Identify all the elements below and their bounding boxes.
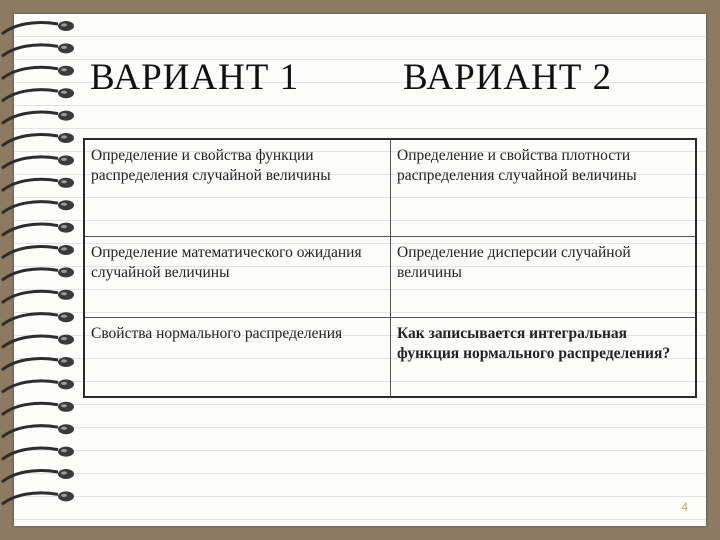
spiral-ring-icon	[2, 223, 74, 236]
table-row	[84, 237, 696, 318]
spiral-ring-icon	[2, 469, 74, 482]
variant-1-question-3: Свойства нормального распределения	[84, 318, 391, 398]
spiral-ring-icon	[2, 491, 74, 504]
spiral-ring-icon	[2, 267, 74, 280]
questions-table	[83, 138, 697, 398]
spiral-ring-icon	[2, 379, 74, 392]
table-row	[84, 139, 696, 237]
variant-1-title: ВАРИАНТ 1	[90, 57, 300, 98]
variant-2-question-1: Определение и свойства плотности распределения случайной величины	[391, 139, 697, 237]
spiral-ring-icon	[2, 133, 74, 146]
spiral-binding-icon	[0, 14, 80, 526]
spiral-ring-icon	[2, 88, 74, 101]
spiral-ring-icon	[2, 200, 74, 213]
table-row	[84, 318, 696, 398]
spiral-ring-icon	[2, 21, 74, 34]
spiral-ring-icon	[2, 245, 74, 258]
variant-1-question-1: Определение и свойства функции распределения случайной величины	[84, 139, 391, 237]
spiral-ring-icon	[2, 66, 74, 79]
spiral-ring-icon	[2, 424, 74, 437]
spiral-ring-icon	[2, 335, 74, 348]
spiral-ring-icon	[2, 290, 74, 303]
variant-1-question-2: Определение математического ожидания случайной величины	[84, 237, 391, 318]
spiral-ring-icon	[2, 447, 74, 460]
spiral-ring-icon	[2, 43, 74, 56]
spiral-ring-icon	[2, 178, 74, 191]
spiral-ring-icon	[2, 312, 74, 325]
page-number: 4	[681, 500, 688, 514]
variant-2-title: ВАРИАНТ 2	[403, 57, 613, 98]
spiral-ring-icon	[2, 357, 74, 370]
spiral-ring-icon	[2, 402, 74, 415]
variant-2-question-2	[391, 237, 697, 318]
variant-2-question-3: Как записывается интегральная функция нормального распределения?	[391, 318, 697, 398]
spiral-ring-icon	[2, 155, 74, 168]
spiral-ring-icon	[2, 111, 74, 124]
question-2-line-1: Определение дисперсии случайной величины	[397, 244, 631, 281]
